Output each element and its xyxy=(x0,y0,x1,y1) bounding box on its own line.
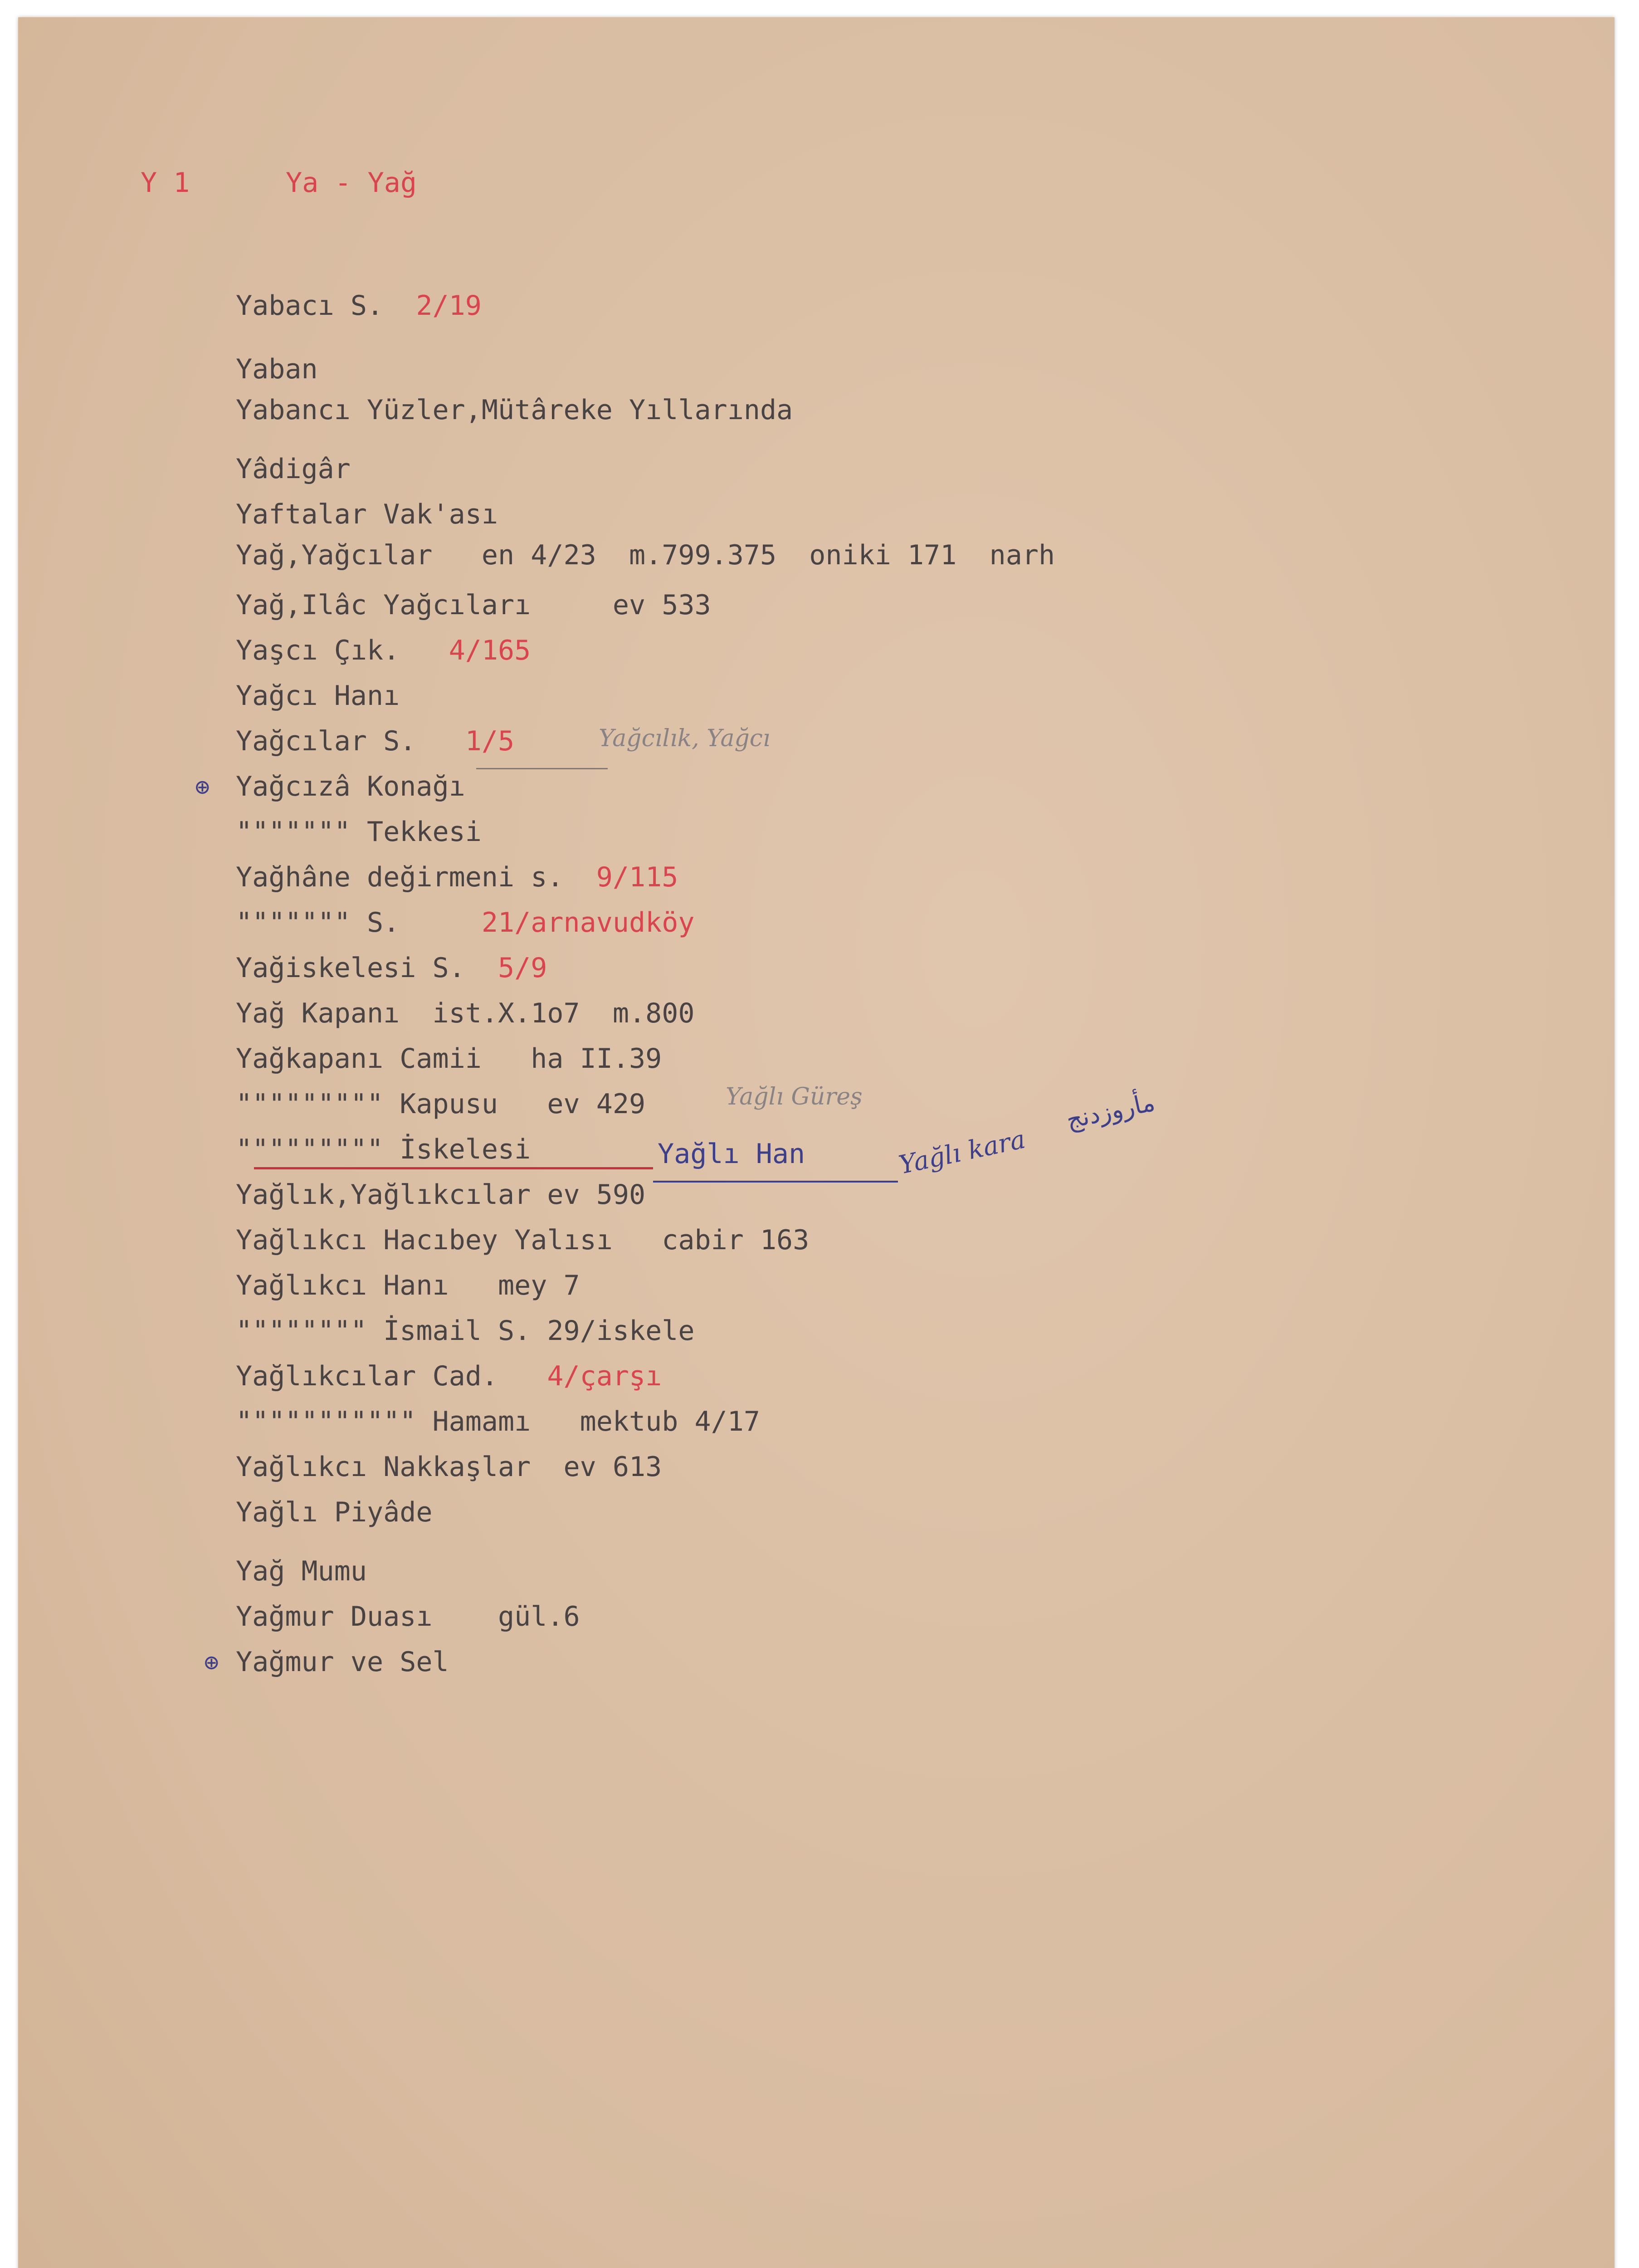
entry: """"""" Tekkesi xyxy=(236,816,482,848)
entry: Yabancı Yüzler,Mütâreke Yıllarında xyxy=(236,394,793,426)
entry: Yağ Mumu xyxy=(236,1555,367,1587)
entry: Yağhâne değirmeni s. 9/115 xyxy=(236,861,678,893)
entry: Yağ,Yağcılar en 4/23 m.799.375 oniki 171 narh xyxy=(236,539,1055,571)
handwritten-entry: Yağlı Han xyxy=(658,1138,805,1170)
entry: Yağlıkcılar Cad. 4/çarşı xyxy=(236,1360,662,1392)
red-underline xyxy=(254,1167,653,1169)
entry: Yağcılar S. 1/5 xyxy=(236,725,515,757)
entry: """"""" S. 21/arnavudköy xyxy=(236,907,695,938)
entry: Yağ,Ilâc Yağcıları ev 533 xyxy=(236,589,711,621)
entry: Yağcızâ Konağı xyxy=(236,771,465,802)
entry: Yağlı Piyâde xyxy=(236,1496,433,1528)
header-code: Y 1 xyxy=(141,167,190,199)
entry: Yağlıkcı Nakkaşlar ev 613 xyxy=(236,1451,662,1483)
entry: Yağmur ve Sel xyxy=(236,1646,449,1678)
entry: """"""""" İskelesi xyxy=(236,1134,531,1165)
entry: Yağiskelesi S. 5/9 xyxy=(236,952,547,984)
entry: Yağlıkcı Hanı mey 7 xyxy=(236,1270,580,1301)
handwritten-note: Yağcılık, Yağcı xyxy=(599,725,771,752)
entry: """"""""""" Hamamı mektub 4/17 xyxy=(236,1406,760,1437)
entry: Yağkapanı Camii ha II.39 xyxy=(236,1043,662,1075)
entry: Yabacı S. 2/19 xyxy=(236,290,482,322)
handwritten-note: Yağlı kara xyxy=(896,1124,1028,1180)
entry: Yağ Kapanı ist.X.1o7 m.800 xyxy=(236,997,695,1029)
entry: Yâdigâr xyxy=(236,453,351,485)
circle-cross-icon: ⊕ xyxy=(195,772,210,801)
entry: Yaban xyxy=(236,353,318,385)
handwritten-note: Yağlı Güreş xyxy=(726,1083,863,1110)
entry: Yağlık,Yağlıkcılar ev 590 xyxy=(236,1179,646,1211)
pencil-underline xyxy=(476,768,608,769)
entry: Yağcı Hanı xyxy=(236,680,400,712)
header-range: Ya - Yağ xyxy=(286,167,417,199)
entry: Yağlıkcı Hacıbey Yalısı cabir 163 xyxy=(236,1224,810,1256)
entry: Yaftalar Vak'ası xyxy=(236,499,498,530)
circle-cross-icon: ⊕ xyxy=(204,1648,219,1677)
entry: Yaşcı Çık. 4/165 xyxy=(236,635,531,666)
entry: """"""""" Kapusu ev 429 xyxy=(236,1088,646,1120)
document-sheet xyxy=(18,17,1615,2268)
entry: Yağmur Duası gül.6 xyxy=(236,1601,580,1633)
handwritten-arabic-note: مأروزدنج xyxy=(1063,1088,1157,1134)
entry: """""""" İsmail S. 29/iskele xyxy=(236,1315,695,1347)
blue-underline xyxy=(653,1181,898,1183)
